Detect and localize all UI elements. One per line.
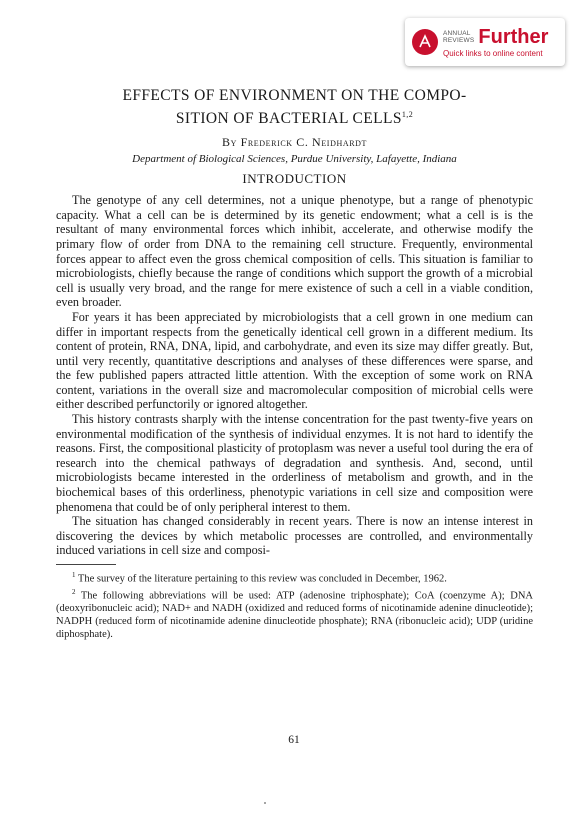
- article-title: [56, 86, 533, 128]
- badge-subtitle: Quick links to online content: [443, 49, 543, 58]
- title-footnote-marks: 1,2: [401, 110, 414, 119]
- paragraph-3: This history contrasts sharply with the intense concentration for the past twenty-five years on environmental modification of the synthesis of individual enzymes. It is not hard to identify the reasons. First, the compositional plasticity of protoplasm was never a useful tool during the era of research into the chemical pathways of degradation and synthesis. And, second, until microbiologists became interested in the orderliness of metabolism and growth, and in the biochemical bases of this orderliness, phenotypic variations in cell size and composition were phenomena that could be of only peripheral interest to them.: [56, 412, 533, 514]
- badge-publisher-bottom: REVIEWS: [443, 37, 475, 44]
- author-name: Frederick C. Neidhardt: [240, 135, 368, 150]
- badge-further-label: Further: [478, 26, 549, 48]
- author-affiliation: Department of Biological Sciences, Purdue University, Lafayette, Indiana: [132, 153, 457, 166]
- footnote-2-text: The following abbreviations will be used: ATP (adenosine triphosphate); CoA (coenzyme A); DNA (deoxyribonucleic acid); NAD+ and NADH (oxidized and reduced forms of nicotinamide adenine dinucleotide); NADPH (reduced form of nicotinamide adenine dinucleotide phosphate); RNA (ribonucleic acid); UDP (uridine diphosphate).: [56, 590, 533, 640]
- footnote-2-mark: 2: [72, 587, 76, 596]
- annual-reviews-further-badge[interactable]: [405, 18, 565, 66]
- paragraph-2: For years it has been appreciated by microbiologists that a cell grown in one medium can differ in important respects from the genetically identical cell grown in a different medium. Its content of protein, RNA, DNA, lipid, and carbohydrate, and even its size may differ greatly. But, until very recently, quantitative descriptions and analyses of these differences were sparse, and the few published papers attracted little attention. With the exception of some work on RNA content, variations in the overall size and macromolecular composition of microbial cells were either described perfunctorily or ignored altogether.: [56, 309, 533, 412]
- badge-text: [443, 26, 548, 58]
- footnote-divider: [56, 564, 116, 565]
- page-number: 61: [288, 734, 300, 746]
- author-by: By: [221, 135, 241, 150]
- footnote-1-text: The survey of the literature pertaining to this review was concluded in December, 1962.: [75, 573, 447, 585]
- article-content: [56, 86, 533, 641]
- title-line-2: SITION OF BACTERIAL CELLS: [175, 110, 402, 128]
- scan-speck: [264, 802, 266, 804]
- paragraph-4: The situation has changed considerably in recent years. There is now an intense interest in discovering the devices by which metabolic processes are controlled, and environmentally induced variations in cell size and composi-: [56, 514, 533, 558]
- article-body: [56, 193, 533, 558]
- footnote-2: [56, 586, 533, 642]
- title-line-1: EFFECTS OF ENVIRONMENT ON THE COMPO-: [122, 87, 467, 104]
- paragraph-1: The genotype of any cell determines, not a unique phenotype, but a range of phenotypic capacity. What a cell can be is determined by its genetic endowment; what a cell is is the resultant of many environmental forces which inhibit, accelerate, and otherwise modify the primary flow of order from DNA to the remaining cell structure. Frequently, environmental forces appear to affect even the gross chemical composition of cells. This situation is familiar to microbiologists, chiefly because the range of conditions which support the growth of a microbial cell is usually very broad, and the range for mere existence of such a cell in a viable condition, even broader.: [56, 193, 533, 310]
- badge-publisher-top: ANNUAL: [443, 30, 471, 37]
- footnotes: [56, 569, 533, 641]
- author-line: [56, 135, 533, 150]
- annual-reviews-logo-icon: [412, 29, 438, 55]
- footnote-1-mark: 1: [72, 571, 76, 579]
- section-heading: INTRODUCTION: [242, 171, 347, 187]
- footnote-1: [56, 569, 533, 586]
